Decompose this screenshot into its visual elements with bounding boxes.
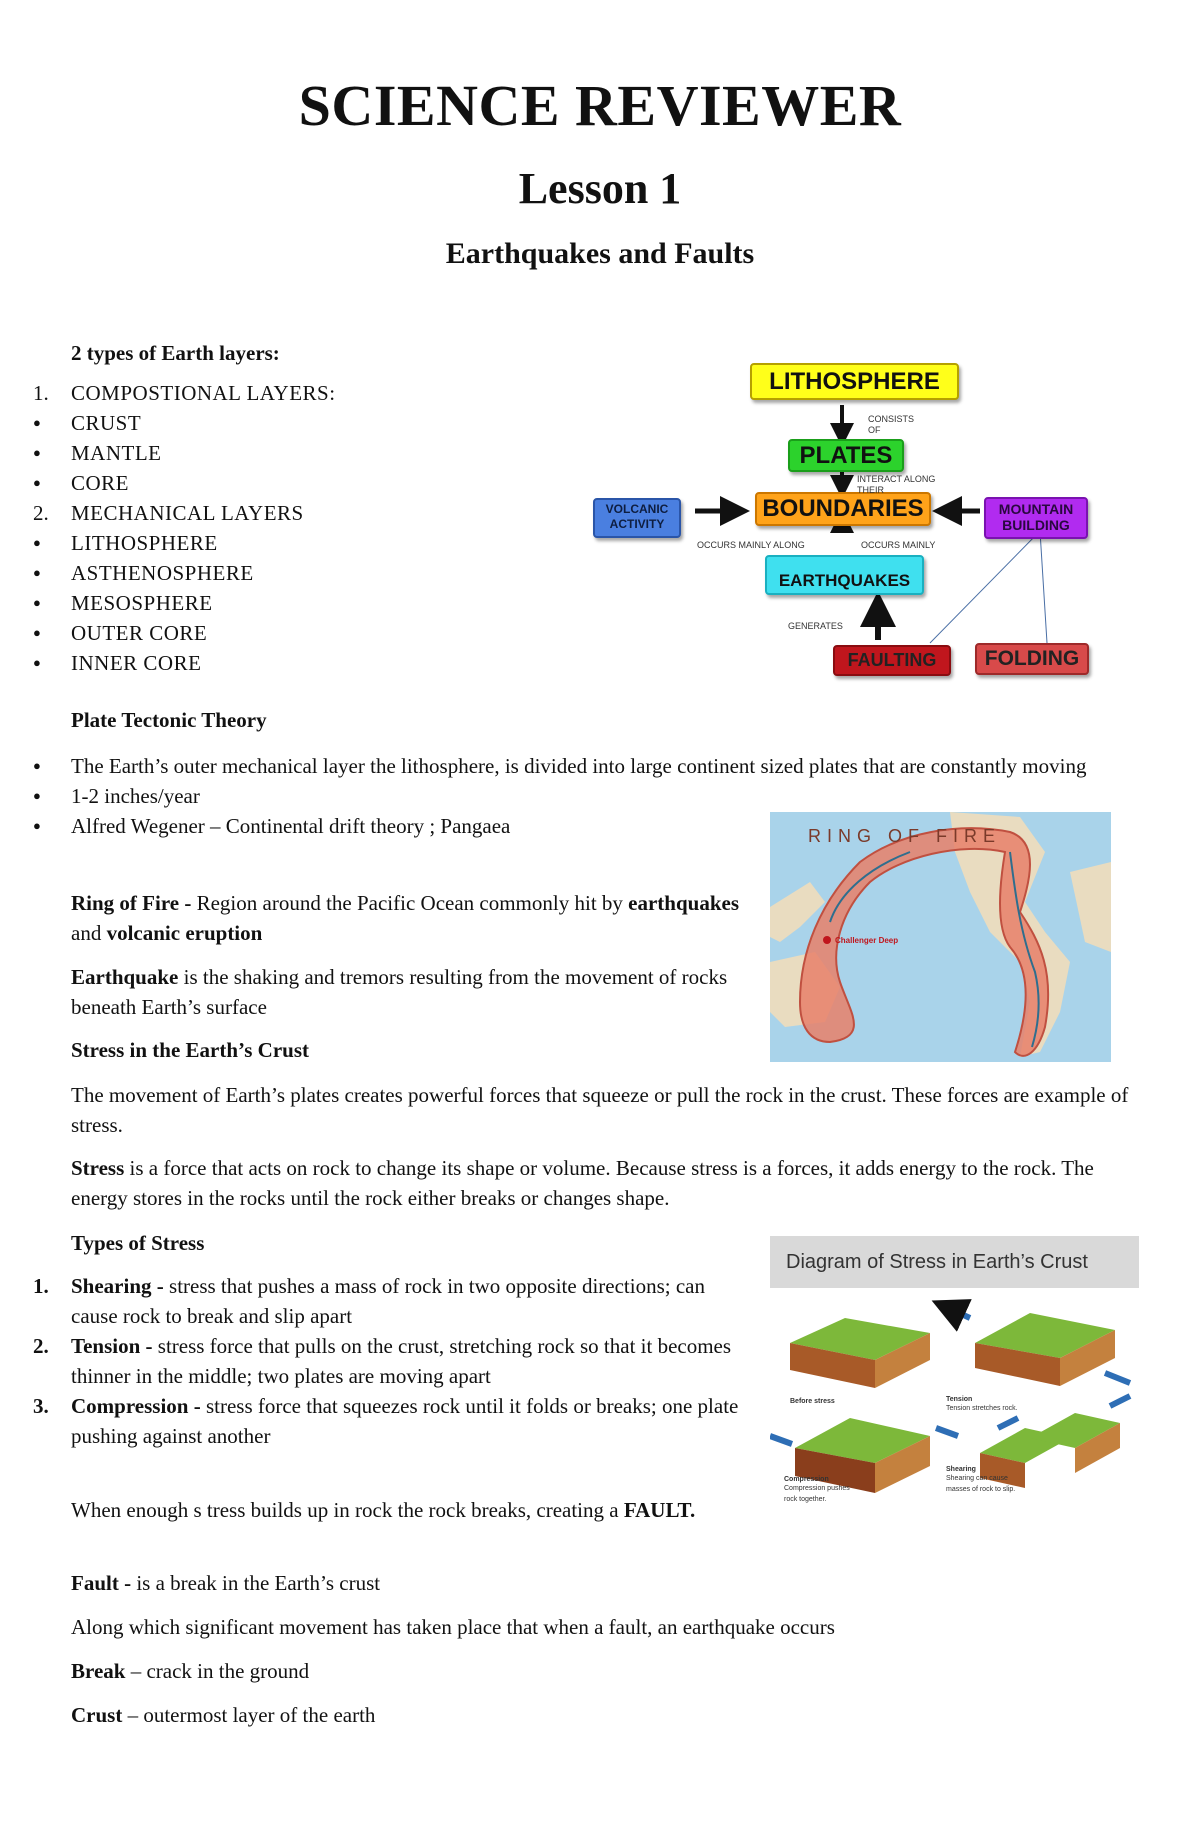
line-mountain-folding bbox=[1040, 531, 1047, 643]
earth-layers-list bbox=[33, 378, 591, 678]
stress-type-number: 1. bbox=[33, 1274, 49, 1298]
stress-diagram-title: Diagram of Stress in Earth’s Crust bbox=[770, 1236, 1139, 1288]
definition-text: – crack in the ground bbox=[125, 1659, 310, 1683]
definition-text: is a break in the Earth’s crust bbox=[131, 1571, 381, 1595]
bullet-marker: ● bbox=[33, 655, 41, 670]
earthquake-paragraph bbox=[71, 962, 761, 1022]
stress-type-term: Shearing - bbox=[71, 1274, 164, 1298]
bullet-marker: ● bbox=[33, 445, 41, 460]
definitions-list bbox=[71, 1568, 1131, 1744]
earthquakes-box: EARTHQUAKES bbox=[765, 555, 924, 595]
layer-item bbox=[0, 528, 591, 558]
layer-item bbox=[0, 498, 591, 528]
definition-term: Crust bbox=[71, 1703, 123, 1727]
ring-of-fire-map-label: RING OF FIRE bbox=[808, 826, 1001, 846]
stress-type-term: Tension - bbox=[71, 1334, 153, 1358]
bullet-marker: ● bbox=[33, 475, 41, 490]
layer-item-text: CORE bbox=[71, 471, 130, 495]
layer-item-text: MESOSPHERE bbox=[71, 591, 213, 615]
compression-sublabel: Compression pushes rock together. bbox=[784, 1485, 850, 1503]
stress-type-number: 2. bbox=[33, 1334, 49, 1358]
ring-of-fire-bold-earthquakes: earthquakes bbox=[628, 891, 740, 915]
page-title: SCIENCE REVIEWER bbox=[298, 73, 902, 138]
challenger-deep-label: Challenger Deep bbox=[835, 936, 899, 945]
ring-of-fire-term: Ring of Fire - bbox=[71, 891, 192, 915]
earth-layers-heading: 2 types of Earth layers: bbox=[71, 341, 280, 365]
interact-along-label: INTERACT ALONG THEIR bbox=[857, 474, 936, 495]
stress-type-item bbox=[0, 1331, 745, 1391]
layer-item-text: INNER CORE bbox=[71, 651, 202, 675]
before-stress-label: Before stress bbox=[790, 1398, 835, 1405]
stress-type-item bbox=[0, 1271, 745, 1331]
plate-tectonic-bullet: ● 1-2 inches/year bbox=[0, 781, 711, 811]
plate-tectonic-bullet: ● The Earth’s outer mechanical layer the lithosphere, is divided into large continent sized plates that are constantly moving bbox=[0, 751, 1131, 781]
earth-layers-section bbox=[33, 338, 591, 678]
shearing-label: Shearing bbox=[946, 1466, 976, 1473]
ring-of-fire-map bbox=[770, 812, 1111, 1062]
consists-of-label: CONSISTS OF bbox=[868, 414, 915, 435]
challenger-deep-marker bbox=[823, 936, 831, 944]
tension-label: Tension bbox=[946, 1396, 973, 1403]
occurs-mainly-label: OCCURS MAINLY bbox=[861, 540, 936, 550]
stress-crust-para1: The movement of Earth’s plates creates powerful forces that squeeze or pull the rock in the crust. These forces are example of stress. bbox=[71, 1083, 1129, 1137]
bullet-marker: ● bbox=[33, 415, 41, 430]
plate-tectonic-bullet: ● Alfred Wegener – Continental drift theory ; Pangaea bbox=[0, 811, 711, 841]
stress-definition: is a force that acts on rock to change its shape or volume. Because stress is a forces, it adds energy to the rock. The energy stores in the rocks until the rock either breaks or changes shape. bbox=[71, 1156, 1094, 1210]
compression-label: Compression bbox=[784, 1476, 829, 1483]
layer-item bbox=[0, 558, 591, 588]
stress-type-term: Compression - bbox=[71, 1394, 201, 1418]
faulting-box: FAULTING bbox=[833, 645, 951, 676]
stress-crust-heading: Stress in the Earth’s Crust bbox=[71, 1038, 310, 1062]
mountain-building-box: MOUNTAIN BUILDING bbox=[984, 497, 1088, 539]
fault-intro-bold: FAULT. bbox=[623, 1498, 696, 1522]
plates-box: PLATES bbox=[788, 439, 904, 472]
number-marker: 1. bbox=[33, 381, 49, 405]
definition-text: – outermost layer of the earth bbox=[122, 1703, 376, 1727]
earthquake-term: Earthquake bbox=[71, 965, 179, 989]
bullet-marker: ● bbox=[33, 535, 41, 550]
types-of-stress-heading: Types of Stress bbox=[71, 1231, 205, 1255]
ring-of-fire-text: Region around the Pacific Ocean commonly hit by bbox=[191, 891, 629, 915]
definition-item bbox=[71, 1568, 1131, 1598]
stress-type-description: stress that pushes a mass of rock in two opposite directions; can cause rock to break and slip apart bbox=[71, 1274, 705, 1328]
layer-item bbox=[0, 468, 591, 498]
tension-sublabel: Tension stretches rock. bbox=[946, 1405, 1018, 1412]
stress-type-number: 3. bbox=[33, 1394, 49, 1418]
layer-item bbox=[0, 588, 591, 618]
layer-item bbox=[0, 648, 591, 678]
bullet-marker: ● bbox=[33, 565, 41, 580]
occurs-mainly-along-label: OCCURS MAINLY ALONG bbox=[697, 540, 805, 550]
definition-text: Along which significant movement has taken place that when a fault, an earthquake occurs bbox=[71, 1615, 835, 1639]
volcanic-activity-box: VOLCANIC ACTIVITY bbox=[593, 498, 681, 538]
stress-diagram bbox=[770, 1236, 1139, 1501]
concept-map bbox=[585, 355, 1105, 685]
stress-crust-para2 bbox=[71, 1153, 1131, 1213]
topic-heading: Earthquakes and Faults bbox=[445, 237, 755, 270]
layer-item-text: OUTER CORE bbox=[71, 621, 208, 645]
ring-of-fire-and: and bbox=[71, 921, 107, 945]
ring-of-fire-bold-volcanic: volcanic eruption bbox=[106, 921, 263, 945]
lesson-heading: Lesson 1 bbox=[518, 164, 682, 213]
stress-type-description: stress force that pulls on the crust, stretching rock so that it becomes thinner in the middle; two plates are moving apart bbox=[71, 1334, 732, 1388]
stress-type-description: stress force that squeezes rock until it folds or breaks; one plate pushing against another bbox=[71, 1394, 739, 1448]
types-of-stress-list bbox=[0, 1271, 745, 1451]
block-tension bbox=[948, 1308, 1130, 1386]
bullet-marker: ● bbox=[33, 625, 41, 640]
definition-term: Break bbox=[71, 1659, 126, 1683]
layer-item bbox=[0, 378, 591, 408]
fault-intro-text: When enough s tress builds up in rock the rock breaks, creating a bbox=[71, 1498, 624, 1522]
folding-box: FOLDING bbox=[975, 643, 1089, 675]
lithosphere-box: LITHOSPHERE bbox=[750, 363, 959, 400]
ring-of-fire-map-graphic bbox=[770, 812, 1111, 1062]
definition-item bbox=[71, 1700, 1131, 1730]
layer-item-text: MECHANICAL LAYERS bbox=[71, 501, 304, 525]
block-before-stress bbox=[790, 1318, 930, 1388]
generates-label: GENERATES bbox=[788, 621, 843, 631]
ring-of-fire-paragraph bbox=[71, 888, 761, 948]
layer-item-text: LITHOSPHERE bbox=[71, 531, 218, 555]
shearing-sublabel: Shearing can cause masses of rock to slip. bbox=[946, 1475, 1016, 1493]
stress-type-item bbox=[0, 1391, 745, 1451]
stress-term: Stress bbox=[71, 1156, 125, 1180]
fault-intro bbox=[71, 1495, 711, 1525]
earthquake-text: is the shaking and tremors resulting from the movement of rocks beneath Earth’s surface bbox=[71, 965, 728, 1019]
layer-item bbox=[0, 438, 591, 468]
definition-item bbox=[71, 1612, 1131, 1642]
layer-item-text: CRUST bbox=[71, 411, 142, 435]
types-of-stress-section bbox=[33, 1228, 751, 1451]
layer-item bbox=[0, 618, 591, 648]
boundaries-box: BOUNDARIES bbox=[755, 492, 931, 526]
layer-item-text: ASTHENOSPHERE bbox=[71, 561, 254, 585]
definition-item bbox=[71, 1656, 1131, 1686]
layer-item bbox=[0, 408, 591, 438]
layer-item-text: COMPOSTIONAL LAYERS: bbox=[71, 381, 336, 405]
number-marker: 2. bbox=[33, 501, 49, 525]
definition-term: Fault - bbox=[71, 1571, 132, 1595]
layer-item-text: MANTLE bbox=[71, 441, 162, 465]
plate-tectonic-heading: Plate Tectonic Theory bbox=[71, 708, 267, 732]
bullet-marker: ● bbox=[33, 595, 41, 610]
